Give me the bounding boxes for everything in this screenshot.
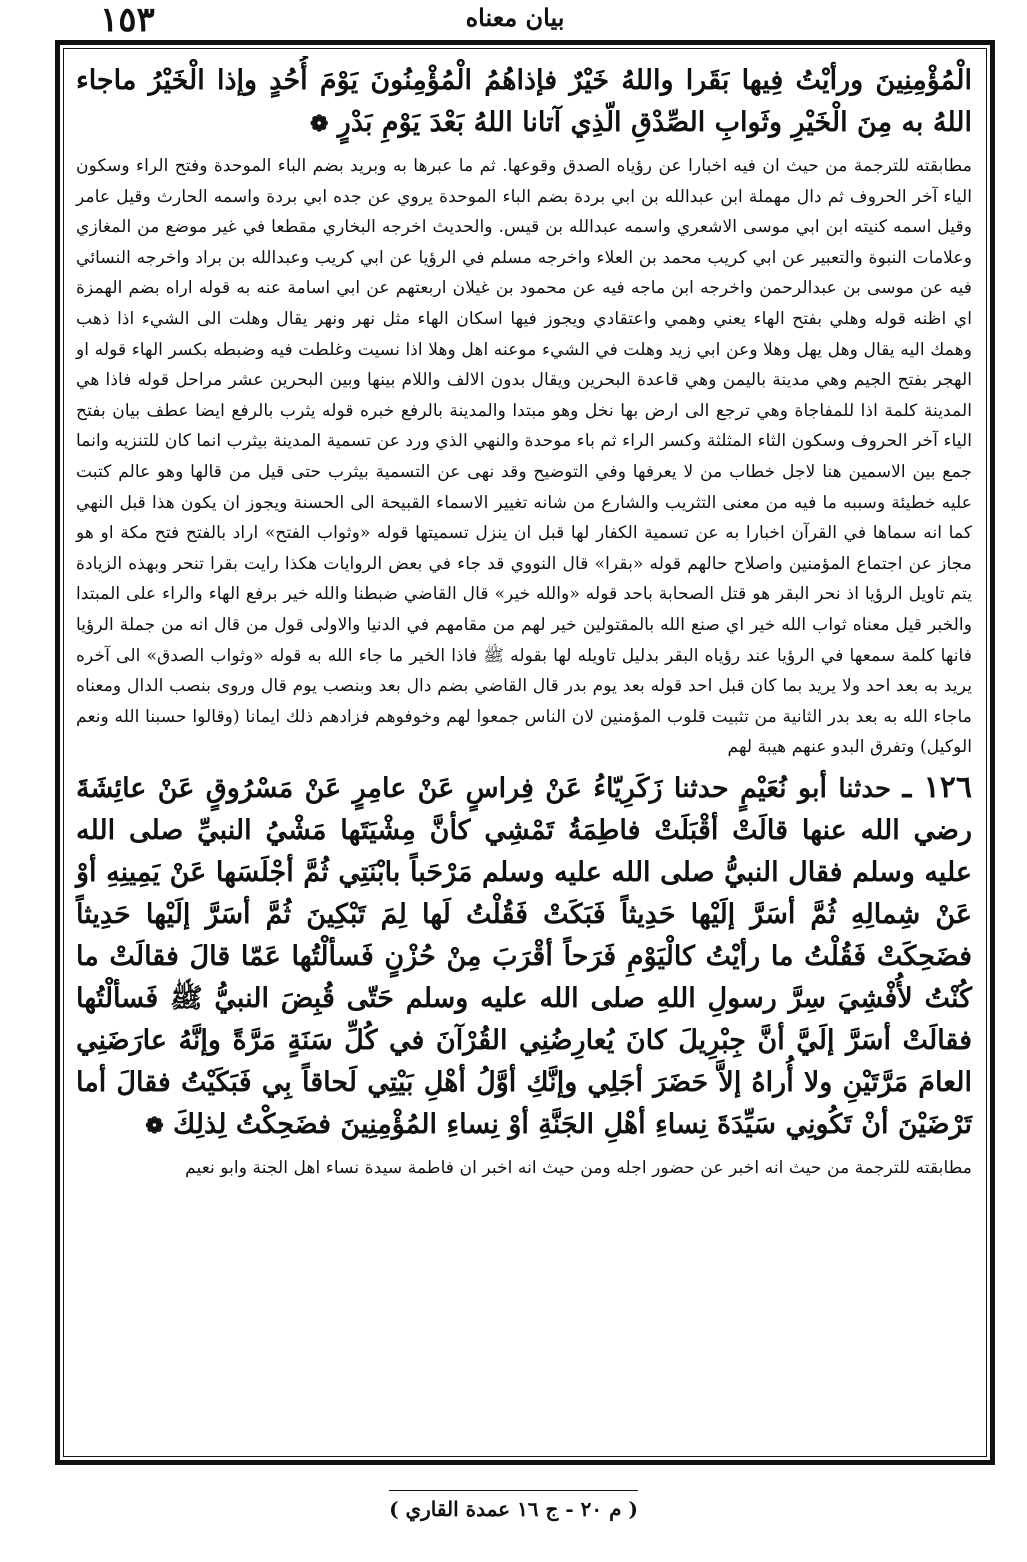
hadith-126-text: أبو نُعَيْمٍ حدثنا زَكَرِيّاءُ عَنْ فِراسٍ عَنْ عامِرٍ عَنْ مَسْرُوقٍ عَنْ عائِشَةَ رضي الله عنها قالَتْ أقْبَلَتْ فاطِمَةُ تَمْشِي كأنَّ مِشْيَتَها مَشْيُ النبيِّ صلى الله عليه وسلم فقال النبيُّ صلى الله عليه وسلم مَرْحَباً بابْنَتِي ثُمَّ أجْلَسَها عَنْ يَمِينِهِ أوْ عَنْ شِمالِهِ ثُمَّ أسَرَّ إلَيْها حَدِيثاً فَبَكَتْ فَقُلْتُ لَها لِمَ تَبْكِينَ ثُمَّ أسَرَّ إلَيْها حَدِيثاً فضَحِكَتْ فَقُلْتُ ما رأيْتُ كالْيَوْمِ فَرَحاً أقْرَبَ مِنْ حُزْنٍ فَسألْتُها عَمّا قالَ فقالَتْ ما كُنْتُ لأُفْشِيَ سِرَّ رسولِ اللهِ صلى الله عليه وسلم حَتّى قُبِضَ النبيُّ ﷺ فَسألْتُها فقالَتْ أسَرَّ إلَيَّ أنَّ جِبْرِيلَ كانَ يُعارِضُنِي القُرْآنَ في كُلِّ سَنَةٍ مَرَّةً وإنَّهُ عارَضَنِي العامَ مَرَّتَيْنِ ولا أُراهُ إلاَّ حَضَرَ أجَلِي وإنَّكِ أوَّلُ أهْلِ بَيْتِي لَحاقاً بِي فَبَكَيْتُ فقالَ أما تَرْضَيْنَ أنْ تَكُونِي سَيِّدَةَ نِساءِ أهْلِ الجَنَّةِ أوْ نِساءِ المُؤْمِنِينَ فضَحِكْتُ لِذلِكَ [76,772,972,1140]
page-number: ١٥٣ [100,0,155,40]
hadith-125-tail [76,60,972,145]
page-header [0,0,1027,40]
end-mark: ❁ [145,1112,164,1139]
end-mark: ❁ [309,111,329,137]
page-content [70,56,978,1451]
commentary-hadith-125: مطابقته للترجمة من حيث ان فيه اخبارا عن رؤياه الصدق وقوعها. ثم ما عبرها به وبريد بضم الباء الموحدة وفتح الراء وسكون الياء آخر الحروف ثم دال مهملة ابن عبدالله بن ابي بردة بضم الباء الموحدة يروي عن جده ابي بردة واسمه الحارث وقيل عامر وقيل اسمه كنيته ابن ابي موسى الاشعري واسمه عبدالله بن قيس. والحديث اخرجه البخاري مقطعا في غير موضع من المغازي وعلامات النبوة والتعبير عن ابي كريب محمد بن العلاء واخرجه مسلم في الرؤيا عن ابي كريب وعبدالله بن براد واخرجه النسائي فيه عن موسى بن عبدالرحمن واخرجه ابن ماجه فيه عن محمود بن غيلان اربعتهم عن ابي اسامة عنه به قوله اراه بضم الهمزة اي اظنه قوله وهلي بفتح الهاء يعني وهمي واعتقادي ويجوز فيها اسكان الهاء مثل نهر ونهر يقال وهلت الى الشيء اذا ذهب وهمك اليه يقال وهل يهل وهلا وعن ابي زيد وهلت في الشيء موعنه اهل وهلا اذا نسيت وغلطت فيه وضبطه بكسر الهاء قوله او الهجر بفتح الجيم وهي مدينة باليمن وهي قاعدة البحرين ويقال بدون الالف واللام بينها وبين البحرين عشر مراحل قوله فاذا هي المدينة كلمة اذا للمفاجاة وهي ترجع الى ارض بها نخل وهو مبتدا والمدينة بالرفع خبره قوله يثرب بالرفع ايضا عطف بيان بفتح الياء آخر الحروف وسكون الثاء المثلثة وكسر الراء ثم باء موحدة والنهي الذي ورد عن تسمية المدينة بيثرب انما كان للتنزيه وانما جمع بين الاسمين هنا لاجل خطاب من لا يعرفها وفي التوضيح وقد نهى عن التسمية بيثرب حتى قيل من قالها وهو عالم كتبت عليه خطيئة وسببه ما فيه من معنى التثريب والشارع من شانه تغيير الاسماء القبيحة الى الحسنة ويجوز ان يكون هذا قبل النهي كما انه سماها في القرآن اخبارا به عن تسمية الكفار لها قبل ان ينزل تسميتها قوله «وثواب الفتح» اراد بالفتح فتح مكة او هو مجاز عن اجتماع المؤمنين واصلاح حالهم قوله «بقرا» قال النووي قد جاء في بعض الروايات هكذا رايت بقرا تنحر وبهذه الزيادة يتم تاويل الرؤيا اذ نحر البقر هو قتل الصحابة باحد قوله «والله خير» قال القاضي ضبطنا والله خير برفع الهاء والراء على المبتدا والخبر قيل معناه ثواب الله خير اي صنع الله بالمقتولين خير لهم من مقامهم في الدنيا والاولى قول من قال انه من جملة الرؤيا فانها كلمة سمعها في الرؤيا عند رؤياه البقر بدليل تاويله لها بقوله ﷺ فاذا الخير ما جاء الله به قوله «وثواب الصدق» الى آخره يريد به بعد احد ولا يريد بما كان قبل احد قوله بعد يوم بدر قال القاضي بضم دال بعد وبنصب يوم قال وروى بنصب الدال ومعناه ماجاء الله به بعد بدر الثانية من تثبيت قلوب المؤمنين لان الناس جمعوا لهم وخوفوهم فزادهم ذلك ايمانا (وقالوا حسبنا الله ونعم الوكيل) وتفرق البدو عنهم هيبة لهم [76,156,972,758]
volume-signature: ( م ٢٠ - ج ١٦ عمدة القاري ) [389,1490,638,1521]
commentary-hadith-126: مطابقته للترجمة من حيث انه اخبر عن حضور اجله ومن حيث انه اخبر ان فاطمة سيدة نساء اهل الجنة وابو نعيم [185,1157,972,1178]
hadith-125-text: الْمُؤْمِنِينَ ورأيْتُ فِيها بَقَرا واللهُ خَيْرٌ فإذاهُمُ الْمُؤْمِنُونَ يَوْمَ أُحُدٍ وإذا الْخَيْرُ ماجاء اللهُ به مِنَ الْخَيْرِ وثَوابِ الصِّدْقِ الّذِي آتانا اللهُ بَعْدَ يَوْمِ بَدْرٍ [76,65,972,138]
hadith-opening-word: حدثنا [838,773,892,804]
page-footer [0,1490,1027,1521]
hadith-number: ١٢٦ ـ [902,769,972,805]
hadith-126 [76,767,972,1147]
running-head: بیان معناه [465,3,565,32]
